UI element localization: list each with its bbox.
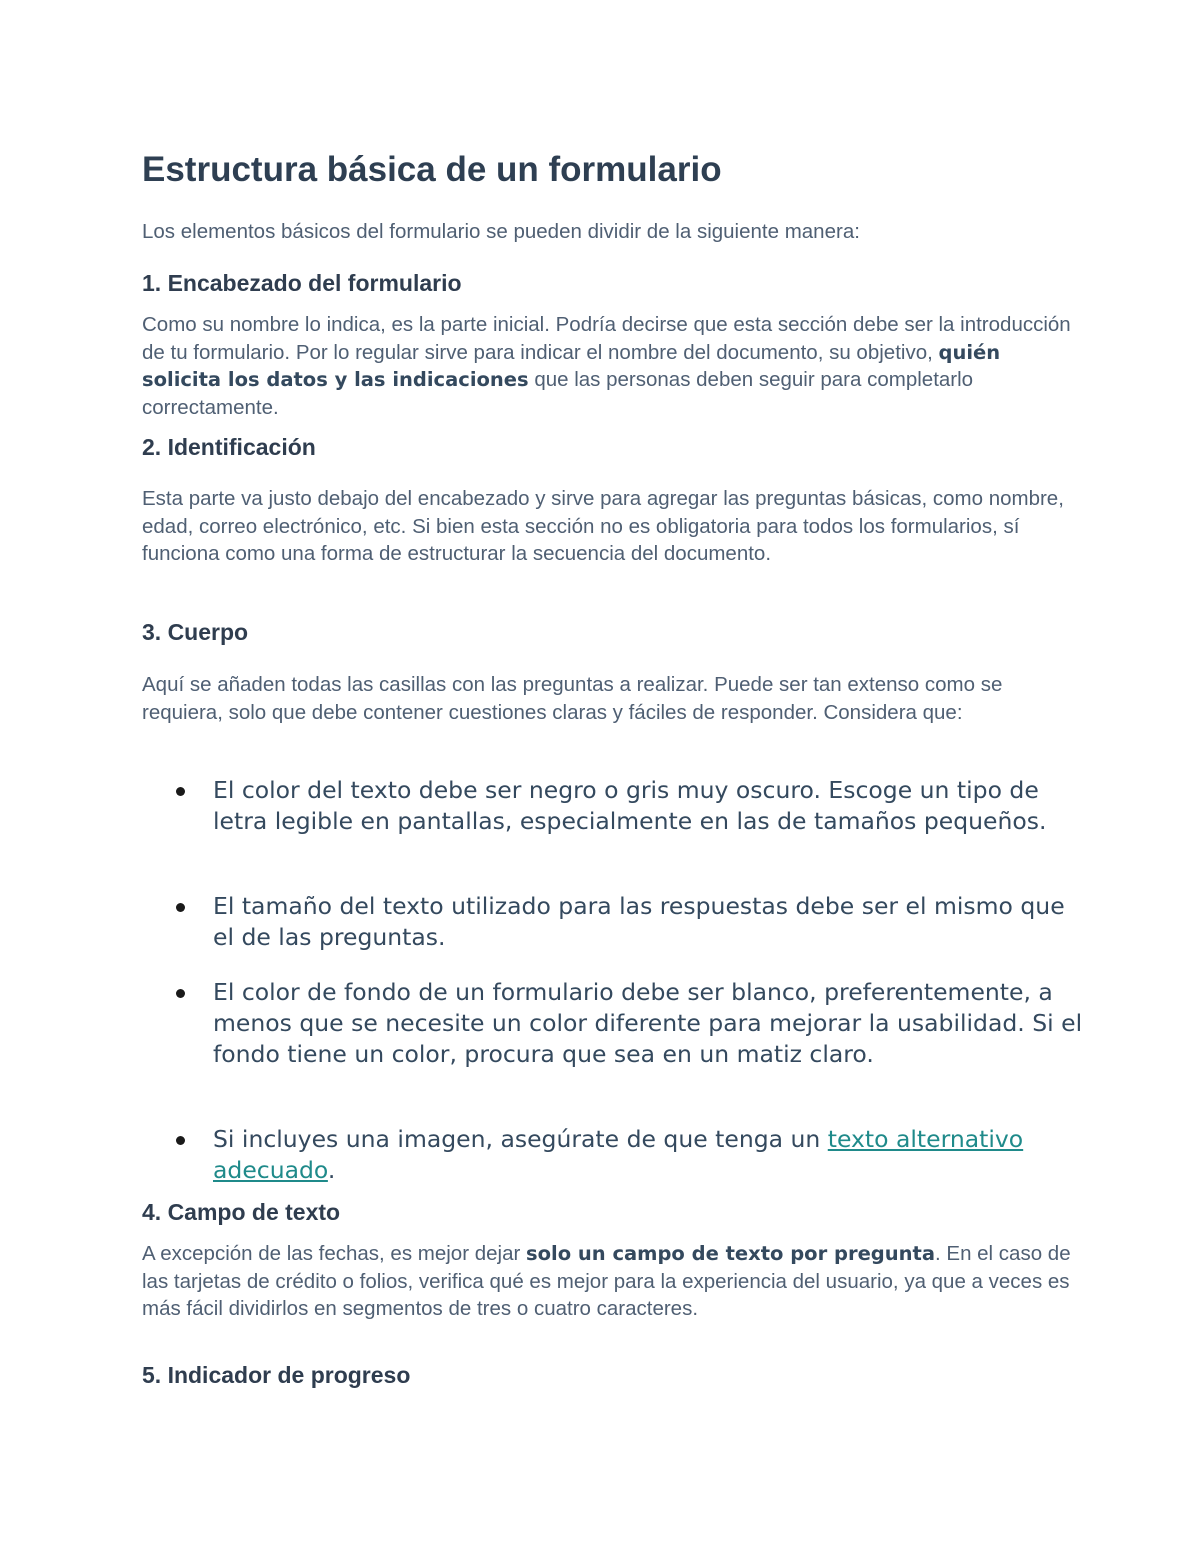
intro-paragraph: Los elementos básicos del formulario se pueden dividir de la siguiente manera:	[142, 220, 860, 243]
list-item-text: El color de fondo de un formulario debe ser blanco, preferentemente, a menos que se necesite un color diferente para mejorar la usabilidad. Si el fondo tiene un color, procura que sea en un matiz claro.	[213, 978, 1083, 1068]
bold-emphasis: solo un campo de texto por pregunta	[526, 1242, 935, 1265]
list-item	[168, 891, 1093, 953]
paragraph-text: A excepción de las fechas, es mejor dejar	[142, 1242, 527, 1265]
bold-emphasis: quién solicita los datos y las indicaciones	[142, 340, 1001, 391]
list-item-text: Si incluyes una imagen, asegúrate de que tenga un	[213, 1125, 828, 1153]
list-item	[168, 977, 1093, 1070]
section-heading-indicador-de-progreso: 5. Indicador de progreso	[142, 1362, 411, 1388]
section-paragraph-encabezado	[142, 311, 1082, 421]
paragraph-text: . En el caso de las tarjetas de crédito o folios, verifica qué es mejor para la experiencia del usuario, ya que a veces es más fácil dividirlos en segmentos de tres o cuatro caracteres.	[142, 1242, 1071, 1320]
section-paragraph-identificacion: Esta parte va justo debajo del encabezado y sirve para agregar las preguntas básicas, como nombre, edad, correo electrónico, etc. Si bien esta sección no es obligatoria para todos los formularios, sí funciona como una forma de estructurar la secuencia del documento.	[142, 487, 1064, 565]
section-heading-cuerpo: 3. Cuerpo	[142, 619, 249, 645]
list-item-text: El color del texto debe ser negro o gris muy oscuro. Escoge un tipo de letra legible en pantallas, especialmente en las de tamaños pequeños.	[213, 776, 1047, 835]
bullet-icon	[176, 989, 185, 998]
section-heading-identificacion: 2. Identificación	[142, 434, 316, 460]
section-heading-encabezado: 1. Encabezado del formulario	[142, 270, 462, 296]
paragraph-text: Como su nombre lo indica, es la parte inicial. Podría decirse que esta sección debe ser la introducción de tu formulario. Por lo regular sirve para indicar el nombre del documento, su objetivo,	[142, 313, 1071, 364]
bullet-icon	[176, 787, 185, 796]
bullet-icon	[176, 1136, 185, 1145]
page-title: Estructura básica de un formulario	[142, 150, 722, 189]
list-item	[168, 775, 1093, 837]
list-item-text: .	[327, 1156, 336, 1184]
alt-text-link[interactable]: texto alternativo adecuado	[213, 1125, 1024, 1184]
paragraph-text: que las personas deben seguir para completarlo correctamente.	[142, 368, 974, 419]
section-paragraph-cuerpo: Aquí se añaden todas las casillas con las preguntas a realizar. Puede ser tan extenso como se requiera, solo que debe contener cuestiones claras y fáciles de responder. Considera que:	[142, 673, 1003, 724]
section-paragraph-campo-de-texto	[142, 1240, 1082, 1323]
section-heading-campo-de-texto: 4. Campo de texto	[142, 1199, 341, 1225]
bullet-icon	[176, 903, 185, 912]
list-item	[168, 1124, 1093, 1186]
list-item-text: El tamaño del texto utilizado para las respuestas debe ser el mismo que el de las preguntas.	[213, 892, 1065, 951]
